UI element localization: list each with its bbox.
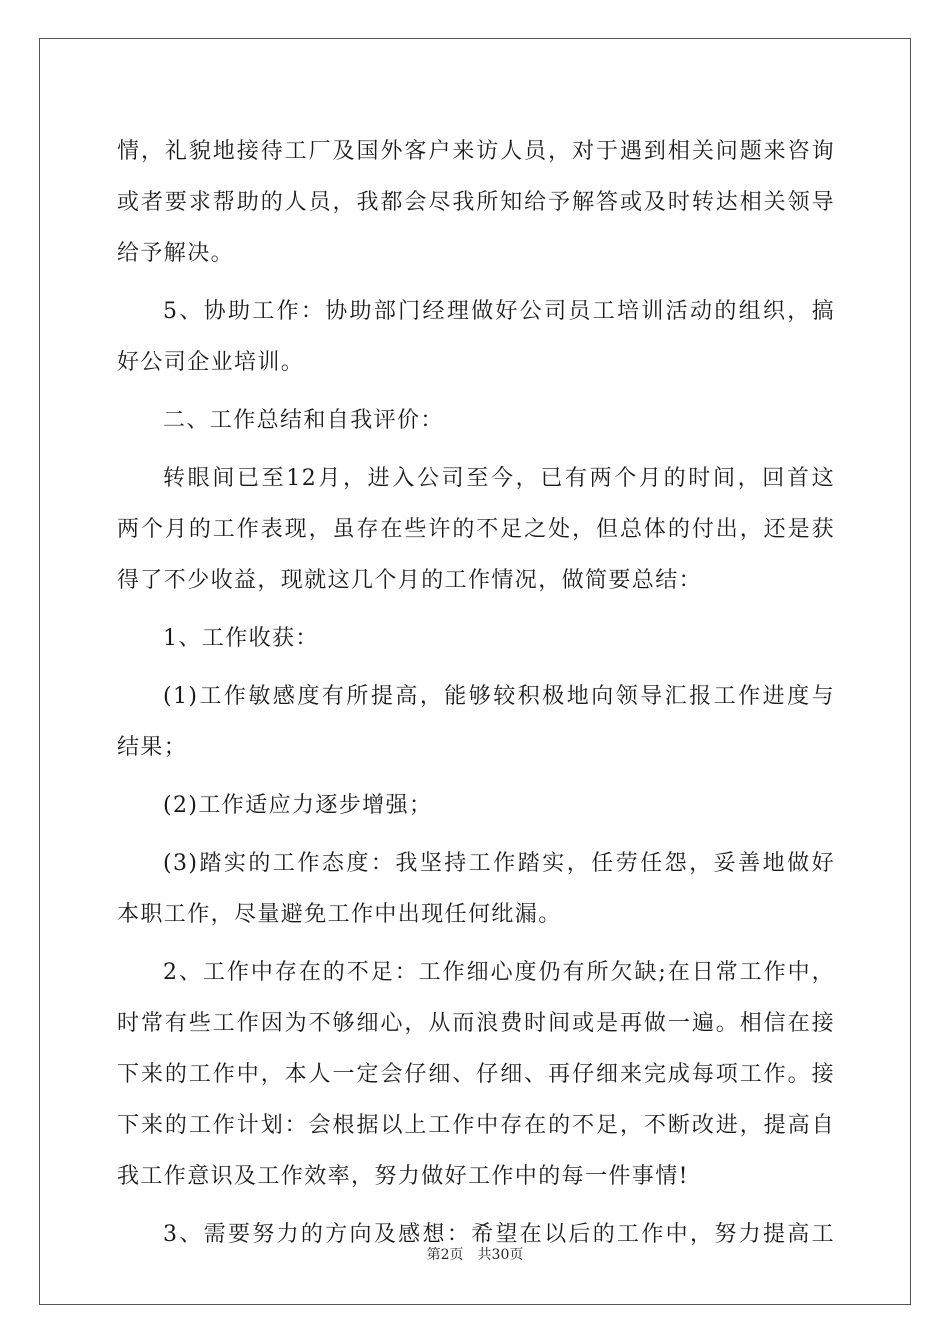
body-line: 我工作意识及工作效率，努力做好工作中的每一件事情! <box>117 1164 689 1189</box>
section-heading: 二、工作总结和自我评价： <box>163 408 444 433</box>
body-line: (3)踏实的工作态度：我坚持工作踏实，任劳任怨，妥善地做好 <box>163 851 835 876</box>
body-line: (2)工作适应力逐步增强； <box>163 793 433 818</box>
body-line: 转眼间已至12月，进入公司至今，已有两个月的时间，回首这 <box>163 466 835 491</box>
body-line: 下来的工作中，本人一定会仔细、仔细、再仔细来完成每项工作。接 <box>117 1062 835 1087</box>
body-line: 给予解决。 <box>117 241 235 266</box>
page-number-footer: 第2页 共30页 <box>426 1247 524 1263</box>
body-line: 3、需要努力的方向及感想：希望在以后的工作中，努力提高工 <box>163 1222 835 1247</box>
body-line: 5、协助工作：协助部门经理做好公司员工培训活动的组织，搞 <box>163 299 835 324</box>
body-line: 得了不少收益，现就这几个月的工作情况，做简要总结： <box>117 568 703 593</box>
body-line: 好公司企业培训。 <box>117 350 305 375</box>
body-line: 结果； <box>117 735 188 760</box>
subsection-heading: 1、工作收获： <box>163 626 319 651</box>
body-line: 情，礼貌地接待工厂及国外客户来访人员，对于遇到相关问题来咨询 <box>117 139 835 164</box>
body-line: 2、工作中存在的不足：工作细心度仍有所欠缺;在日常工作中， <box>163 960 835 985</box>
body-line: 下来的工作计划：会根据以上工作中存在的不足，不断改进，提高自 <box>117 1113 835 1138</box>
body-line: 本职工作，尽量避免工作中出现任何纰漏。 <box>117 902 562 927</box>
body-line: 时常有些工作因为不够细心，从而浪费时间或是再做一遍。相信在接 <box>117 1011 835 1036</box>
body-line: 或者要求帮助的人员，我都会尽我所知给予解答或及时转达相关领导 <box>117 190 835 215</box>
document-body <box>117 126 835 1260</box>
body-line: (1)工作敏感度有所提高，能够较积极地向领导汇报工作进度与 <box>163 684 835 709</box>
body-line: 两个月的工作表现，虽存在些许的不足之处，但总体的付出，还是获 <box>117 517 835 542</box>
